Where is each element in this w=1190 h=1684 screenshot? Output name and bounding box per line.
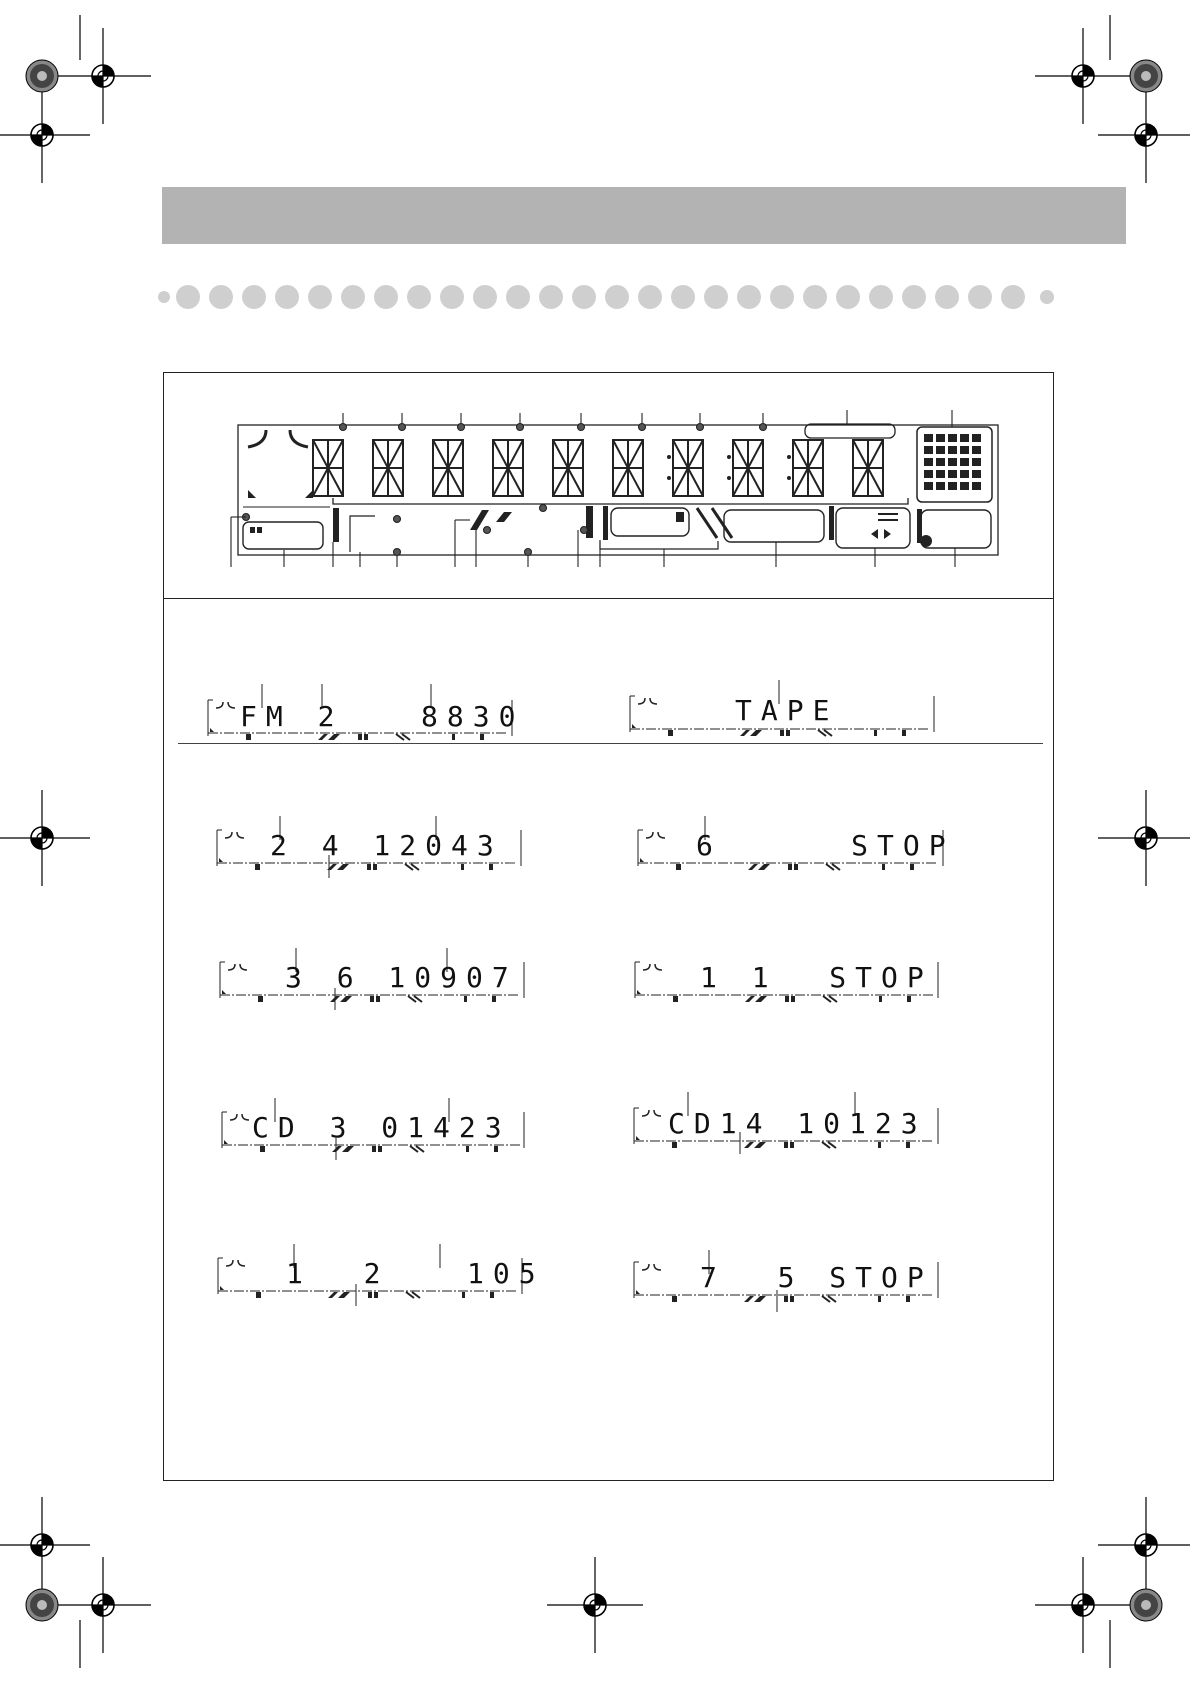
example-fm-text: FM 2 8830: [240, 700, 525, 733]
example-4-text: 1 1 STOP: [700, 961, 933, 994]
example-6-text: CD14 10123: [668, 1107, 927, 1140]
example-2-text: 6 STOP: [696, 829, 955, 862]
example-8-text: 7 5 STOP: [700, 1261, 933, 1294]
example-3-text: 3 6 10907: [285, 961, 518, 994]
example-5-text: CD 3 01423: [252, 1111, 511, 1144]
example-7-text: 1 2 105: [286, 1257, 545, 1290]
example-tape-text: TAPE: [735, 694, 839, 727]
example-1-text: 2 4 12043: [270, 829, 503, 862]
